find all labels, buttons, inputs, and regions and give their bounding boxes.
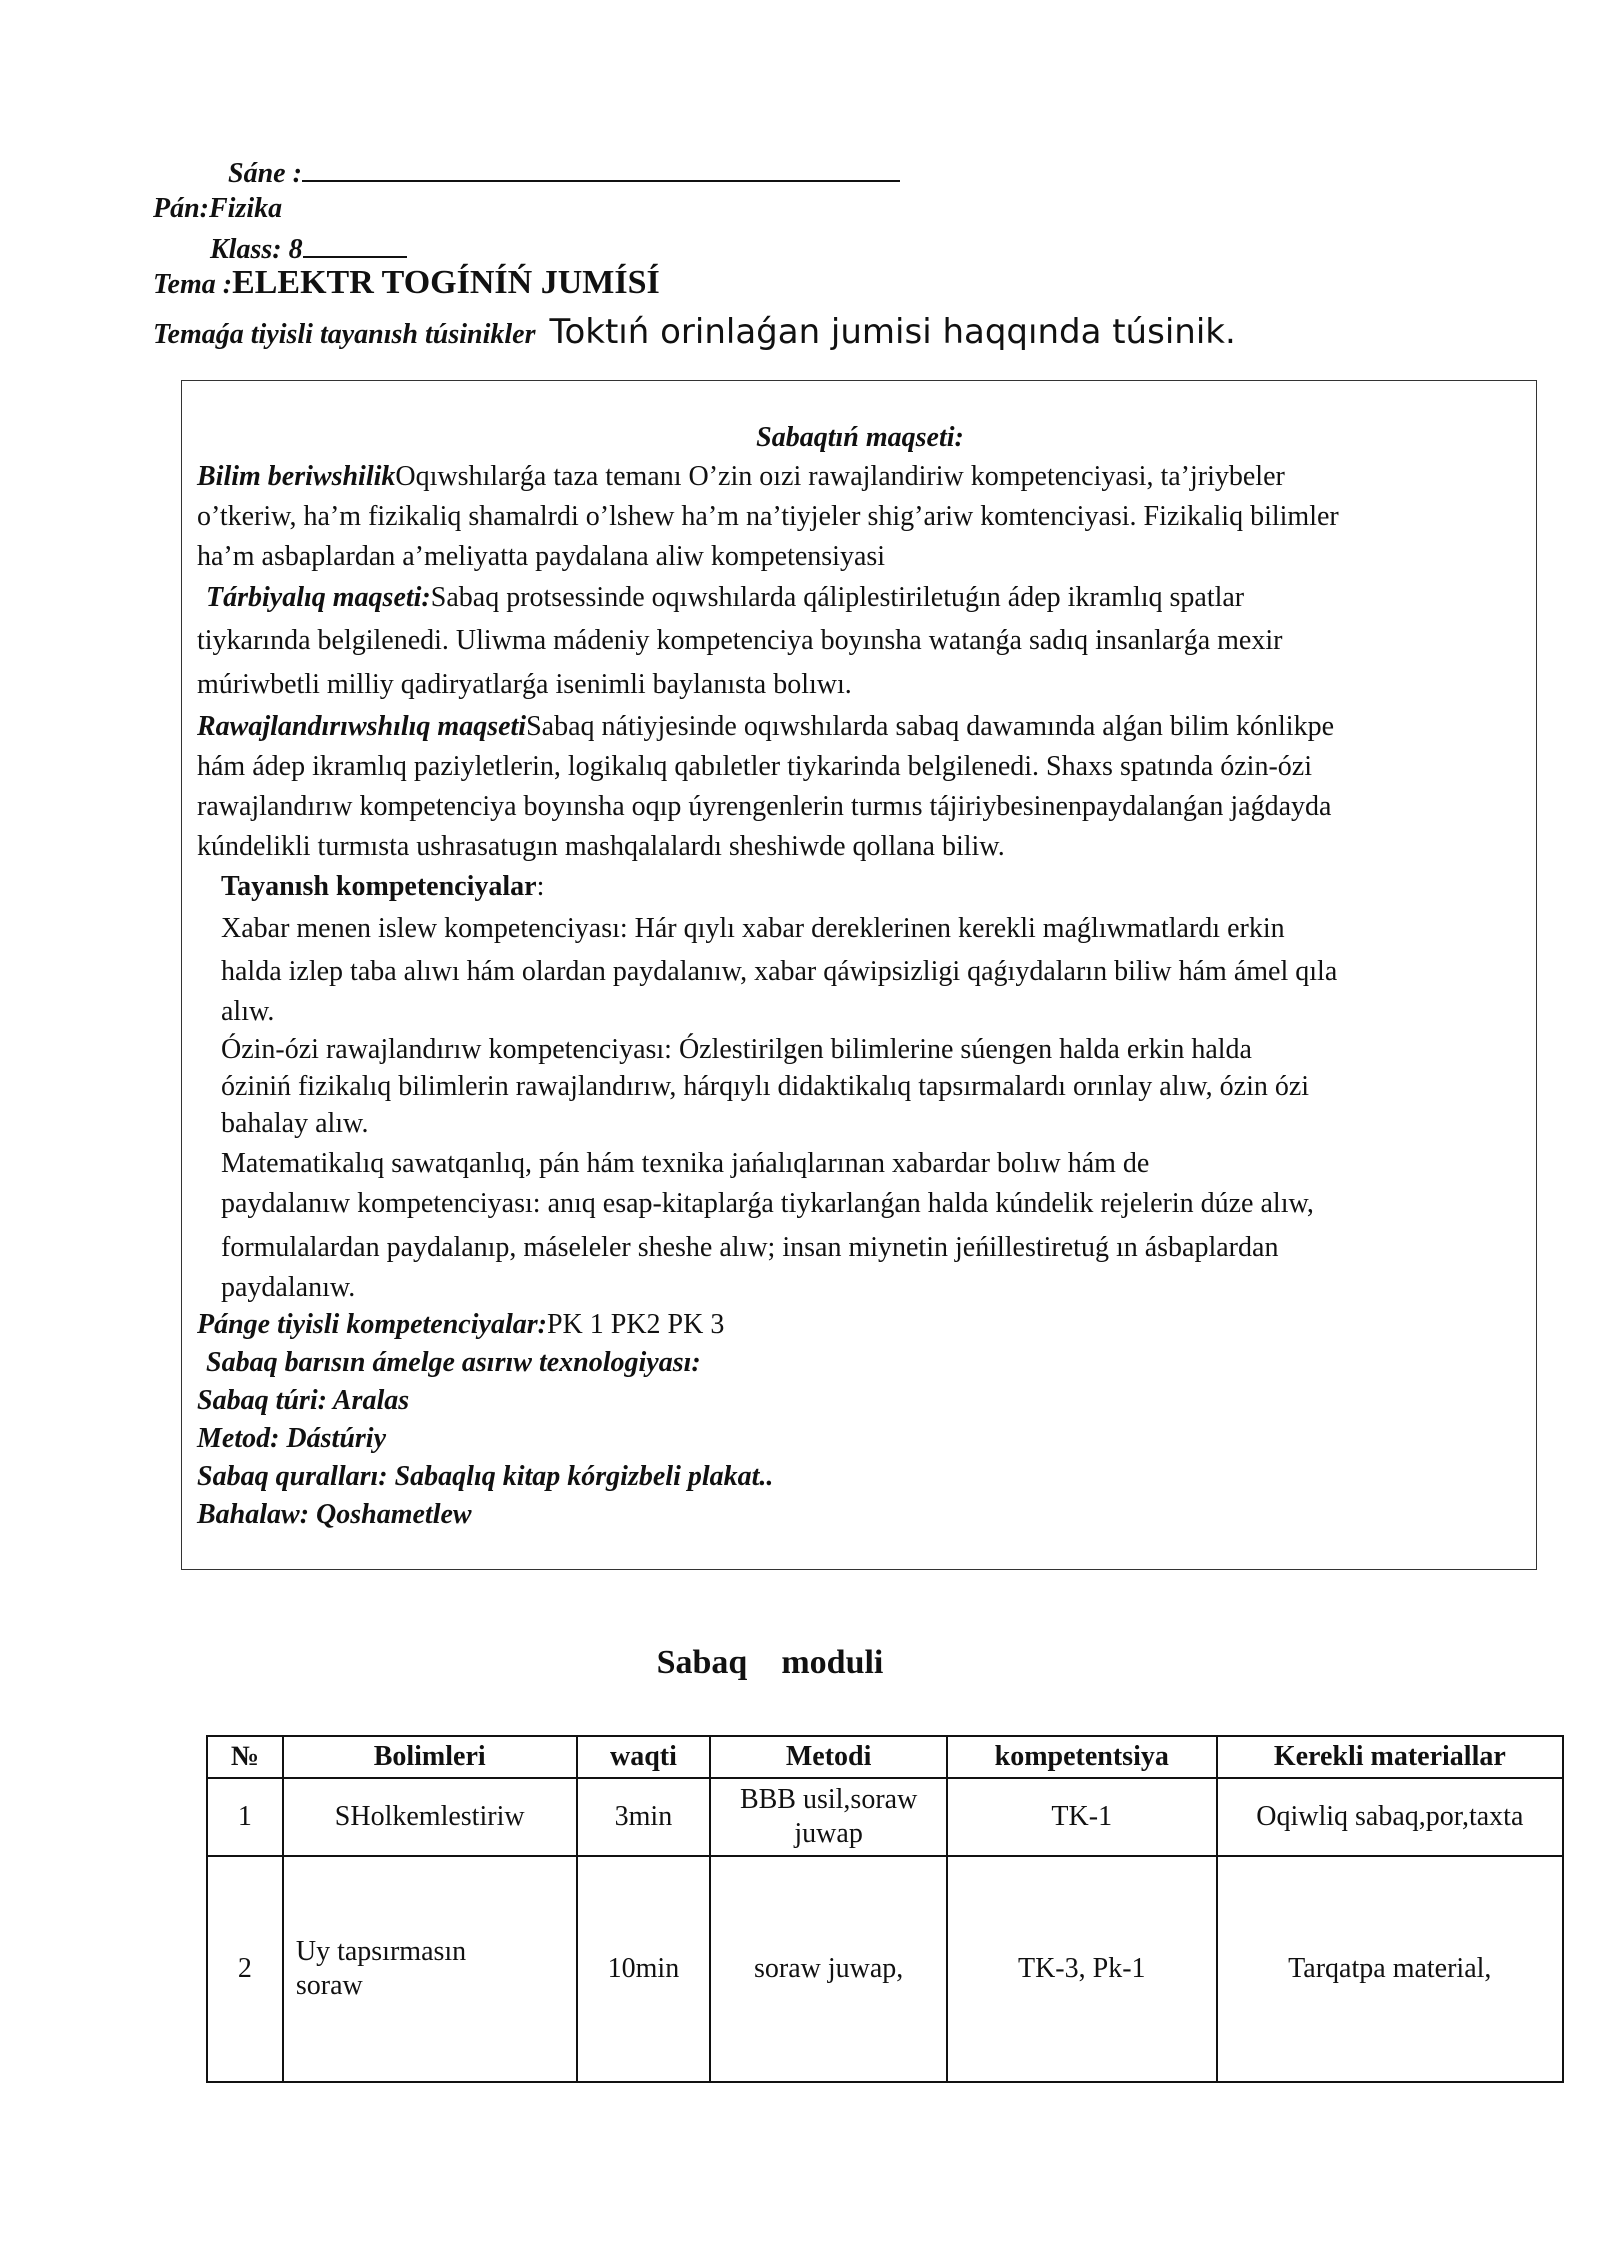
subject-competencies-label: Pánge tiyisli kompetenciyalar: xyxy=(197,1309,547,1340)
subject-line: Pán:Fizika xyxy=(153,193,283,224)
lesson-goals-box xyxy=(181,380,1537,1570)
cell-materials: Oqiwliq sabaq,por,taxta xyxy=(1217,1778,1563,1856)
upbringing-goal-line-2: tiykarında belgilenedi. Uliwma mádeniy kompetenciya boyınsha watanǵa sadıq insanlarǵa mexir xyxy=(197,625,1283,656)
class-blank[interactable] xyxy=(303,230,407,258)
module-table xyxy=(206,1735,1564,2083)
dev-goal-line-2: hám ádep ikramlıq paziyletlerin, logikalıq qabıletler tiykarinda belgilenedi. Shaxs spatında ózin-ózi xyxy=(197,751,1312,782)
col-header-number: № xyxy=(207,1736,283,1778)
col-header-materials: Kerekli materiallar xyxy=(1217,1736,1563,1778)
col-header-competence: kompetentsiya xyxy=(947,1736,1217,1778)
tools-line: Sabaq quralları: Sabaqlıq kitap kórgizbeli plakat.. xyxy=(197,1461,774,1492)
support-line xyxy=(153,312,1236,352)
dev-goal-label: Rawajlandırıwshılıq maqseti xyxy=(197,711,527,742)
goals-title: Sabaqtıń maqseti: xyxy=(756,422,964,453)
comp-line-7: Matematikalıq sawatqanlıq, pán hám texnika jańalıqlarınan xabardar bolıw hám de xyxy=(221,1148,1150,1179)
upbringing-goal-line-1 xyxy=(206,581,1244,615)
comp-line-3: alıw. xyxy=(221,996,275,1027)
cell-number: 1 xyxy=(207,1778,283,1856)
table-header-row xyxy=(207,1736,1563,1778)
cell-method: soraw juwap, xyxy=(710,1856,947,2082)
comp-line-10: paydalanıw. xyxy=(221,1272,356,1303)
edu-goal-text: Oqıwshılarǵa taza temanı O’zin oızi rawajlandiriw kompetenciyasi, ta’jriybeler xyxy=(395,461,1285,492)
col-header-method: Metodi xyxy=(710,1736,947,1778)
assessment-line: Bahalaw: Qoshametlew xyxy=(197,1499,472,1530)
comp-line-2: halda izlep taba alıwı hám olardan paydalanıw, xabar qáwipsizligi qaǵıydaların biliw hám ámel qıla xyxy=(221,956,1338,987)
technology-line: Sabaq barısın ámelge asırıw texnologiyası: xyxy=(206,1347,701,1378)
comp-line-9: formulalardan paydalanıp, máseleler sheshe alıw; insan miynetin jeńillestiretuǵ ın ásbaplardan xyxy=(221,1232,1279,1263)
support-value: Toktıń orinlaǵan jumisi haqqında túsinik. xyxy=(549,312,1236,352)
cell-competence: TK-3, Pk-1 xyxy=(947,1856,1217,2082)
class-line xyxy=(210,230,407,267)
support-label: Temaǵa tiyisli tayanısh túsinikler xyxy=(153,319,536,350)
comp-line-4: Ózin-ózi rawajlandırıw kompetenciyası: Ózlestirilgen bilimlerine súengen halda erkin halda xyxy=(221,1034,1252,1065)
date-line xyxy=(228,154,900,191)
comp-line-8: paydalanıw kompetenciyası: anıq esap-kitaplarǵa tiykarlanǵan halda kúndelik rejelerin dúze alıw, xyxy=(221,1188,1314,1219)
dev-goal-line-3: rawajlandırıw kompetenciya boyınsha oqıp úyrengenlerin turmıs tájiriybesinenpaydalanǵan jaǵdayda xyxy=(197,791,1332,822)
method-line: Metod: Dástúriy xyxy=(197,1423,386,1454)
class-label: Klass: 8 xyxy=(210,234,303,265)
cell-method: BBB usil,soraw juwap xyxy=(710,1778,947,1856)
cell-section: Uy tapsırmasın soraw xyxy=(283,1856,577,2082)
subject-competencies-value: PK 1 PK2 PK 3 xyxy=(546,1309,725,1340)
cell-time: 10min xyxy=(577,1856,711,2082)
theme-value: ELEKTR TOGÍNÍŃ JUMÍSÍ xyxy=(232,264,660,301)
col-header-time: waqti xyxy=(577,1736,711,1778)
competencies-heading xyxy=(221,870,544,904)
table-row xyxy=(207,1778,1563,1856)
dev-goal-text: Sabaq nátiyjesinde oqıwshılarda sabaq dawamında alǵan bilim kónlikpe xyxy=(526,711,1335,742)
date-blank[interactable] xyxy=(302,154,900,182)
dev-goal-line-4: kúndelikli turmısta ushrasatugın mashqalalardı sheshiwde qollana biliw. xyxy=(197,831,1005,862)
cell-time: 3min xyxy=(577,1778,711,1856)
competencies-label: Tayanısh kompetenciyalar xyxy=(221,871,537,902)
comp-line-6: bahalay alıw. xyxy=(221,1108,369,1139)
upbringing-goal-line-3: múriwbetli milliy qadiryatlarǵa isenimli baylanısta bolıwı. xyxy=(197,669,852,700)
col-header-sections: Bolimleri xyxy=(283,1736,577,1778)
module-title: Sabaq moduli xyxy=(656,1644,884,1681)
competencies-colon: : xyxy=(536,871,545,902)
subject-competencies-line xyxy=(197,1308,724,1342)
upbringing-goal-text: Sabaq protsessinde oqıwshılarda qáliplestiriletuǵın ádep ikramlıq spatlar xyxy=(430,582,1245,613)
dev-goal-line-1 xyxy=(197,710,1334,744)
comp-line-5: óziniń fizikalıq bilimlerin rawajlandırıw, hárqıylı didaktikalıq tapsırmalardı orınlay alıw, ózin ózi xyxy=(221,1071,1310,1102)
cell-materials: Tarqatpa material, xyxy=(1217,1856,1563,2082)
theme-line xyxy=(153,266,660,302)
comp-line-1: Xabar menen islew kompetenciyası: Hár qıylı xabar dereklerinen kerekli maǵlıwmatlardı erkin xyxy=(221,913,1285,944)
lesson-type-line: Sabaq túri: Aralas xyxy=(197,1385,410,1416)
table-row xyxy=(207,1856,1563,2082)
edu-goal-line-2: o’tkeriw, ha’m fizikaliq shamalrdi o’lshew ha’m na’tiyjeler shig’ariw komtenciyasi. Fizikaliq bilimler xyxy=(197,501,1339,532)
cell-number: 2 xyxy=(207,1856,283,2082)
date-label: Sáne : xyxy=(228,158,302,189)
upbringing-goal-label: Tárbiyalıq maqseti: xyxy=(206,582,431,613)
edu-goal-label: Bilim beriwshilik xyxy=(197,461,396,492)
edu-goal-line-1 xyxy=(197,460,1285,494)
theme-label: Tema : xyxy=(153,269,233,300)
edu-goal-line-3: ha’m asbaplardan a’meliyatta paydalana aliw kompetensiyasi xyxy=(197,541,886,572)
cell-section: SHolkemlestiriw xyxy=(283,1778,577,1856)
cell-competence: TK-1 xyxy=(947,1778,1217,1856)
